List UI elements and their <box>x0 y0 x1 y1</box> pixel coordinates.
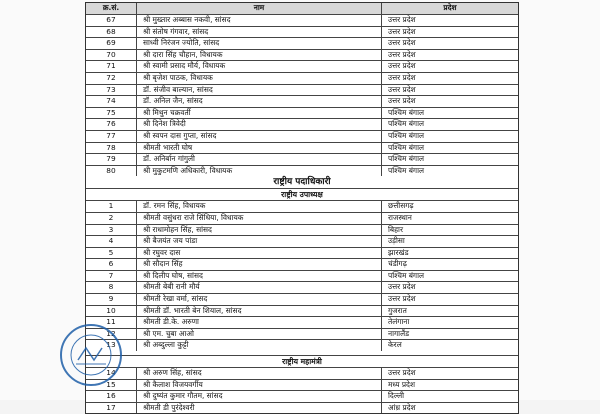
name-cell: श्री राधामोहन सिंह, सांसद <box>137 225 382 236</box>
table-row <box>86 213 518 225</box>
state-cell: उत्तर प्रदेश <box>388 49 416 59</box>
state-cell: राजस्थान <box>388 212 412 222</box>
rows-top-group <box>86 15 518 176</box>
name-cell: श्री सौदान सिंह <box>137 259 382 270</box>
state-cell: पश्चिम बंगाल <box>388 130 425 140</box>
state-cell: बिहार <box>388 224 403 234</box>
table-row <box>86 225 518 237</box>
table-row <box>86 85 518 97</box>
name-cell: श्रीमती बेबी रानी मौर्य <box>137 282 382 293</box>
state-cell: आंध्र प्रदेश <box>388 402 416 412</box>
serial-cell: 72 <box>86 73 137 84</box>
name-cell: श्री अरुण सिंह, सांसद <box>137 368 382 379</box>
name-cell: श्रीमती वसुंधरा राजे सिंधिया, विधायक <box>137 213 382 224</box>
state-cell: छत्तीसगढ़ <box>388 201 414 211</box>
serial-cell: 1 <box>86 201 137 212</box>
table-row <box>86 154 518 166</box>
name-cell: श्री दारा सिंह चौहान, विधायक <box>137 50 382 61</box>
name-cell: श्रीमती भारती घोष <box>137 143 382 154</box>
rows-vp-group <box>86 201 518 351</box>
table-header-row <box>86 3 518 15</box>
state-cell: पश्चिम बंगाल <box>388 107 425 117</box>
subsection-vice-presidents: राष्ट्रीय उपाध्यक्ष <box>86 189 518 201</box>
state-cell: उत्तर प्रदेश <box>388 26 416 36</box>
state-cell: उत्तर प्रदेश <box>388 368 416 378</box>
serial-cell: 67 <box>86 15 137 26</box>
name-cell: श्री दुष्यंत कुमार गौतम, सांसद <box>137 391 382 402</box>
state-cell: उत्तर प्रदेश <box>388 61 416 71</box>
members-table <box>85 2 519 414</box>
state-cell: पश्चिम बंगाल <box>388 119 425 129</box>
state-cell: झारखंड <box>388 247 409 257</box>
serial-cell: 12 <box>86 329 137 340</box>
name-cell: श्री कैलाश विजयवर्गीय <box>137 380 382 391</box>
serial-cell: 15 <box>86 380 137 391</box>
state-cell: उड़ीसा <box>388 236 405 246</box>
serial-cell: 11 <box>86 317 137 328</box>
serial-cell: 77 <box>86 131 137 142</box>
name-cell: श्रीमती रेखा वर्मा, सांसद <box>137 294 382 305</box>
table-row <box>86 131 518 143</box>
name-cell: श्री संतोष गंगवार, सांसद <box>137 27 382 38</box>
table-row <box>86 27 518 39</box>
table-row <box>86 61 518 73</box>
state-cell: दिल्ली <box>388 391 405 401</box>
serial-cell: 2 <box>86 213 137 224</box>
state-cell: नागालैंड <box>388 328 410 338</box>
serial-cell: 73 <box>86 85 137 96</box>
name-cell: डॉ. संजीव बाल्यान, सांसद <box>137 85 382 96</box>
serial-cell: 4 <box>86 236 137 247</box>
serial-cell: 5 <box>86 248 137 259</box>
serial-cell: 13 <box>86 340 137 351</box>
name-cell: श्रीमती डी पुरंदेश्वरी <box>137 403 382 414</box>
serial-cell: 3 <box>86 225 137 236</box>
subsection-general-secretaries: राष्ट्रीय महामंत्री <box>86 356 518 368</box>
serial-cell: 69 <box>86 38 137 49</box>
table-row <box>86 368 518 380</box>
name-cell: श्री रघुवर दास <box>137 248 382 259</box>
state-cell: तेलंगाना <box>388 317 410 327</box>
name-cell: श्रीमती डॉ. भारती बेन शियाल, सांसद <box>137 306 382 317</box>
serial-cell: 10 <box>86 306 137 317</box>
name-cell: श्री बृजेश पाठक, विधायक <box>137 73 382 84</box>
table-row <box>86 201 518 213</box>
state-cell: उत्तर प्रदेश <box>388 15 416 24</box>
table-row <box>86 271 518 283</box>
state-cell: उत्तर प्रदेश <box>388 282 416 292</box>
serial-cell: 75 <box>86 108 137 119</box>
state-cell: केरल <box>388 340 402 350</box>
state-cell: गुजरात <box>388 305 407 315</box>
name-cell: डॉ. रमन सिंह, विधायक <box>137 201 382 212</box>
state-cell: मध्य प्रदेश <box>388 379 415 389</box>
table-row <box>86 96 518 108</box>
serial-cell: 68 <box>86 27 137 38</box>
table-row <box>86 143 518 155</box>
name-cell: डॉ. अनिल जैन, सांसद <box>137 96 382 107</box>
table-row <box>86 73 518 85</box>
name-cell: डॉ. अनिर्बान गांगुली <box>137 154 382 165</box>
table-row <box>86 380 518 392</box>
name-cell: श्री मुकुटमणि अधिकारी, विधायक <box>137 166 382 177</box>
serial-cell: 9 <box>86 294 137 305</box>
state-cell: उत्तर प्रदेश <box>388 96 416 106</box>
table-row <box>86 236 518 248</box>
rows-gs-group <box>86 368 518 413</box>
table-row <box>86 50 518 62</box>
name-cell: श्री मुख्तार अब्बास नकवी, सांसद <box>137 15 382 26</box>
state-cell: पश्चिम बंगाल <box>388 154 425 164</box>
table-row <box>86 119 518 131</box>
serial-cell: 74 <box>86 96 137 107</box>
state-cell: पश्चिम बंगाल <box>388 270 425 280</box>
table-row <box>86 108 518 120</box>
table-row <box>86 403 518 414</box>
state-cell: उत्तर प्रदेश <box>388 72 416 82</box>
office-stamp-icon <box>58 322 124 388</box>
table-row <box>86 306 518 318</box>
state-cell: पश्चिम बंगाल <box>388 142 425 152</box>
serial-cell: 79 <box>86 154 137 165</box>
state-cell: उत्तर प्रदेश <box>388 38 416 48</box>
name-cell: श्रीमती डी.के. अरुणा <box>137 317 382 328</box>
serial-cell: 76 <box>86 119 137 130</box>
serial-cell: 7 <box>86 271 137 282</box>
name-cell: श्री दिनेश त्रिवेदी <box>137 119 382 130</box>
table-row <box>86 340 518 351</box>
table-row <box>86 391 518 403</box>
serial-cell: 78 <box>86 143 137 154</box>
name-cell: श्री बैजयंत जय पांडा <box>137 236 382 247</box>
header-serial: क्र.सं. <box>86 3 137 14</box>
serial-cell: 6 <box>86 259 137 270</box>
serial-cell: 8 <box>86 282 137 293</box>
name-cell: श्री एम. चुबा आओ <box>137 329 382 340</box>
serial-cell: 70 <box>86 50 137 61</box>
table-row <box>86 282 518 294</box>
table-row <box>86 248 518 260</box>
serial-cell: 17 <box>86 403 137 414</box>
table-row <box>86 317 518 329</box>
table-row <box>86 329 518 341</box>
name-cell: साध्वी निरंजन ज्योति, सांसद <box>137 38 382 49</box>
name-cell: श्री दिलीप घोष, सांसद <box>137 271 382 282</box>
name-cell: श्री स्वामी प्रसाद मौर्य, विधायक <box>137 61 382 72</box>
table-row <box>86 166 518 177</box>
state-cell: उत्तर प्रदेश <box>388 84 416 94</box>
table-row <box>86 259 518 271</box>
table-row <box>86 15 518 27</box>
table-row <box>86 294 518 306</box>
header-state: प्रदेश <box>443 3 457 12</box>
section-national-office-bearers: राष्ट्रीय पदाधिकारी <box>86 176 518 189</box>
serial-cell: 16 <box>86 391 137 402</box>
name-cell: श्री मिथुन चक्रवर्ती <box>137 108 382 119</box>
state-cell: पश्चिम बंगाल <box>388 165 425 175</box>
name-cell: श्री स्वपन दास गुप्ता, सांसद <box>137 131 382 142</box>
table-row <box>86 38 518 50</box>
header-name: नाम <box>137 3 382 14</box>
serial-cell: 14 <box>86 368 137 379</box>
name-cell: श्री अब्दुल्ला कुट्टी <box>137 340 382 351</box>
serial-cell: 80 <box>86 166 137 177</box>
state-cell: उत्तर प्रदेश <box>388 294 416 304</box>
serial-cell: 71 <box>86 61 137 72</box>
state-cell: चंडीगढ़ <box>388 259 407 269</box>
